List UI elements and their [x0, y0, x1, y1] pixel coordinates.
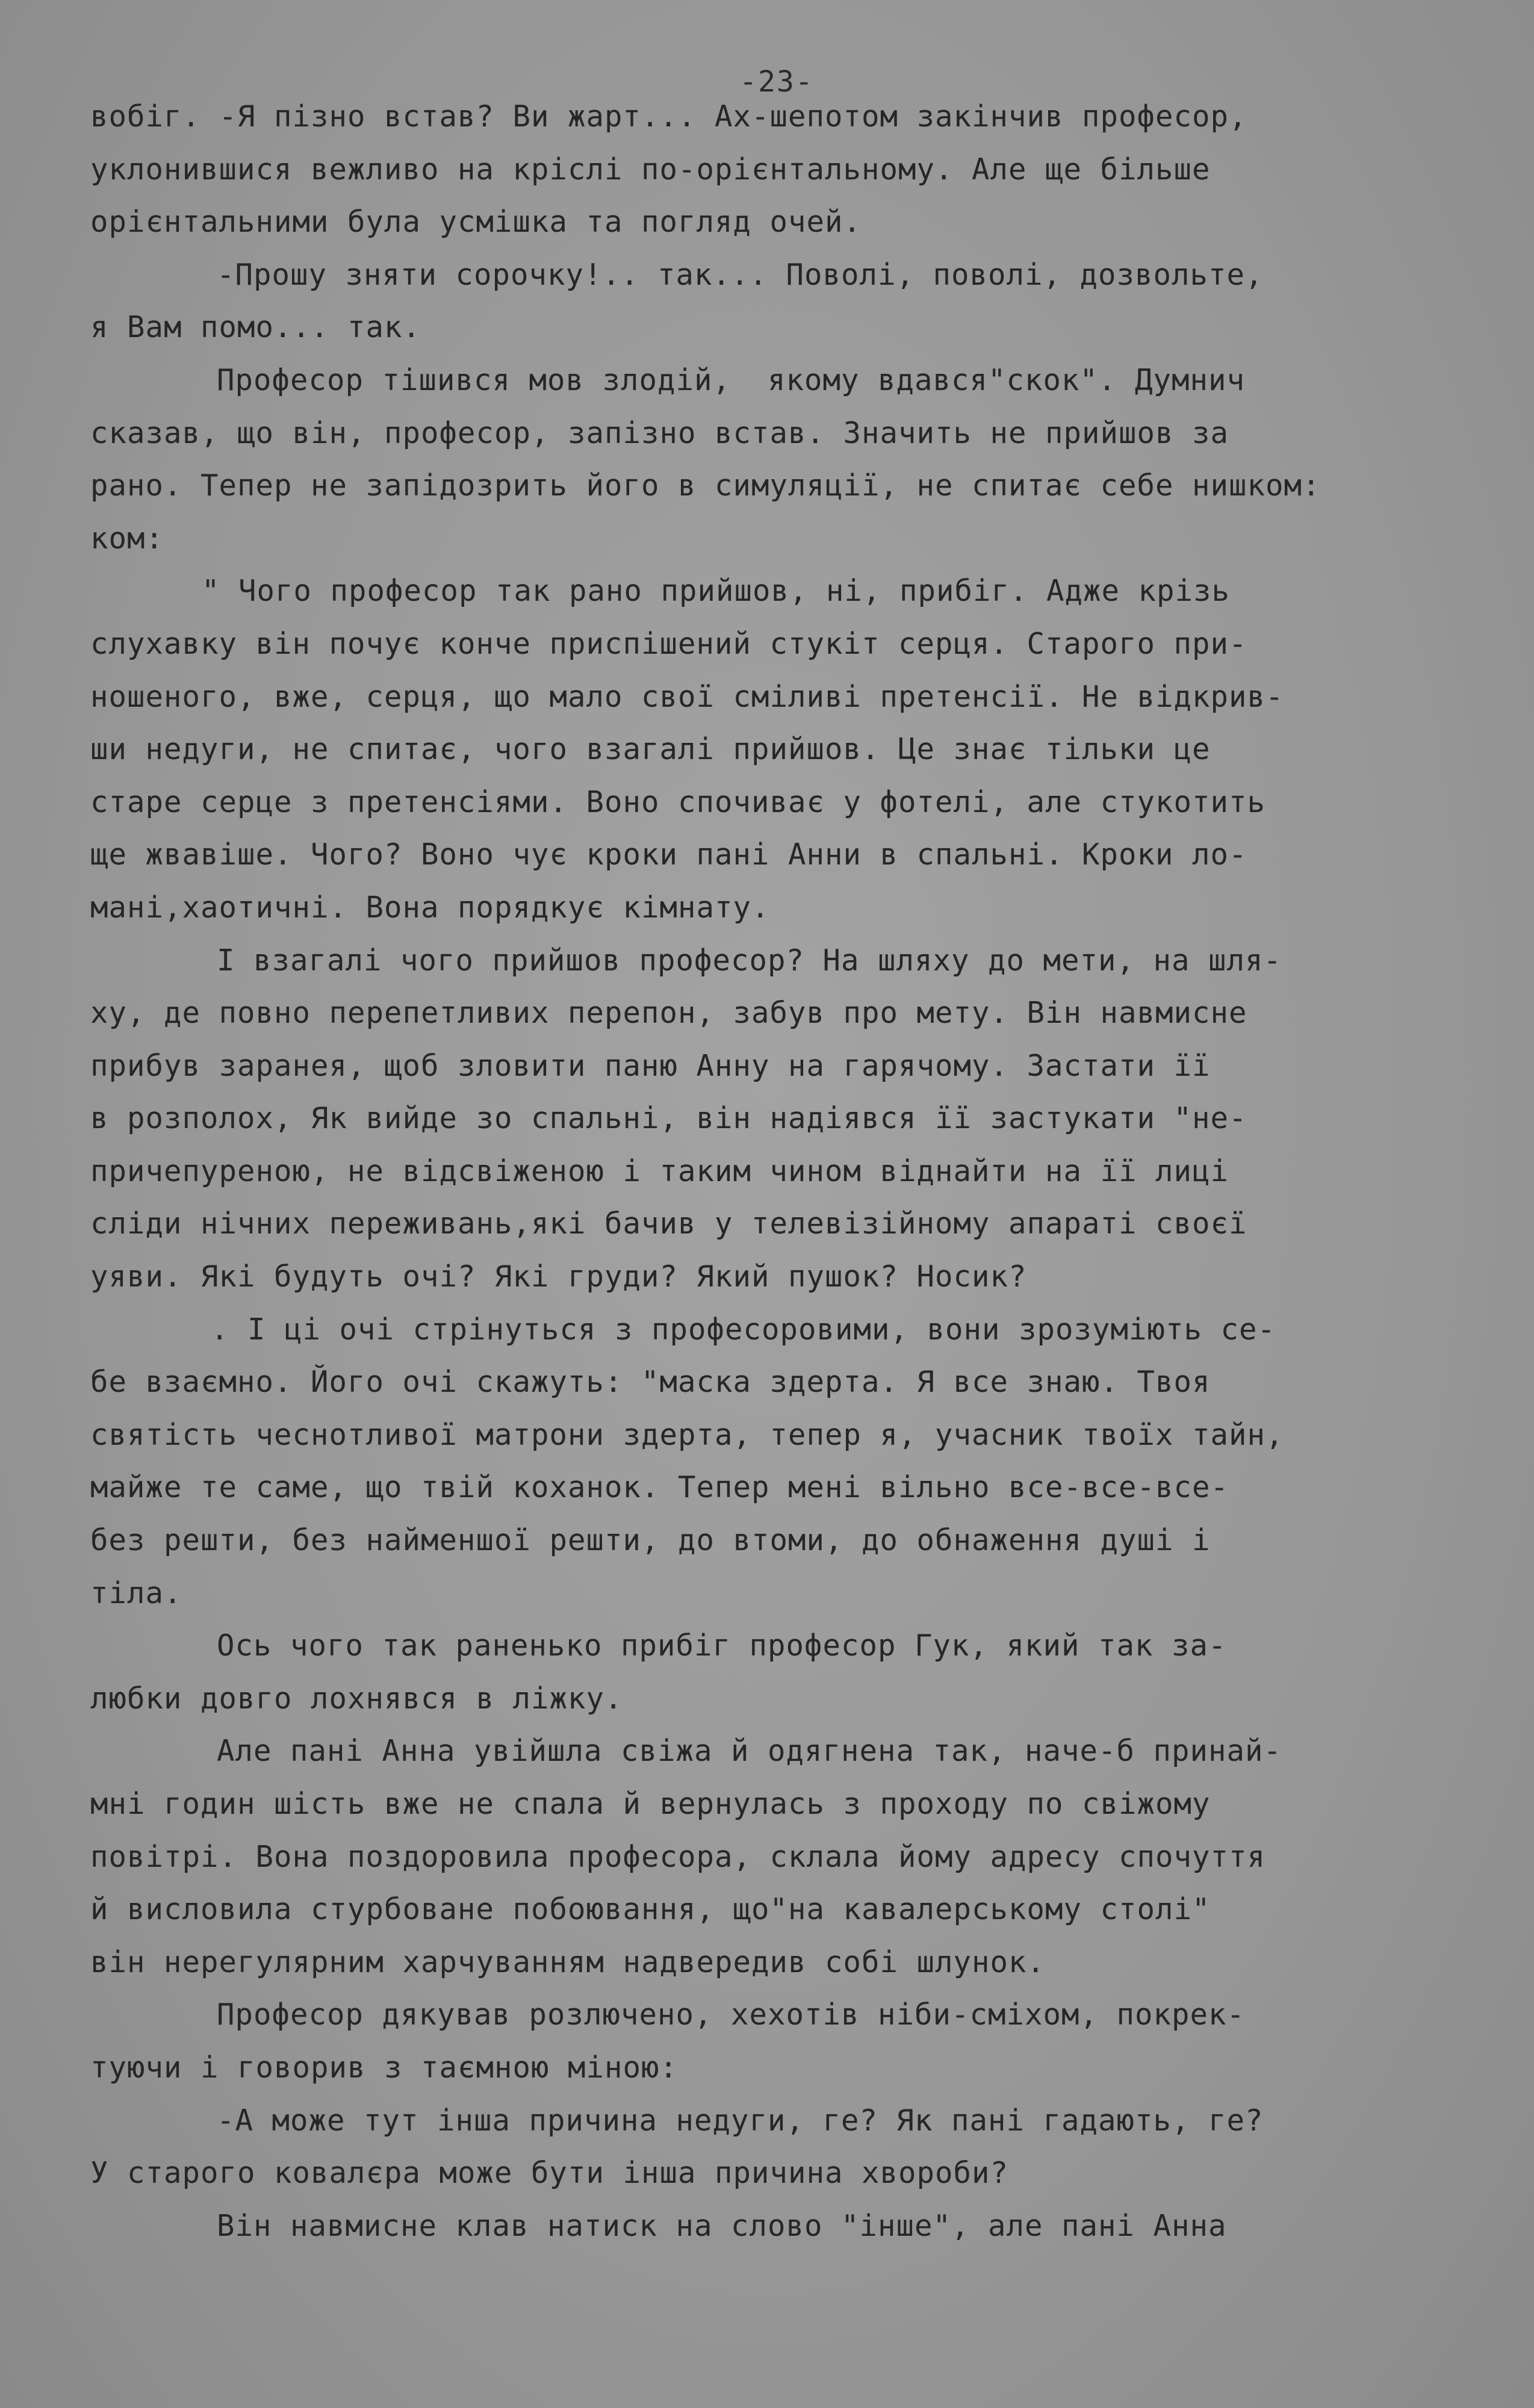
text-line: " Чого професор так рано прийшов, ні, прибіг. Адже крізь	[202, 574, 1231, 609]
text-line: тіла.	[90, 1575, 182, 1610]
text-line: Професор тішився мов злодій, якому вдався"скок". Думнич	[217, 362, 1246, 397]
text-line: я Вам помо... так.	[90, 310, 421, 345]
text-line: ношеного, вже, серця, що мало свої сміливі претенсії. Не відкрив-	[90, 679, 1284, 714]
page-number: -23-	[739, 65, 814, 99]
text-line: повітрі. Вона поздоровила професора, склала йому адресу спочуття	[90, 1839, 1266, 1874]
text-line: слухавку він почує конче приспішений стукіт серця. Старого при-	[90, 626, 1247, 661]
text-line: -Прошу зняти сорочку!.. так... Поволі, поволі, дозвольте,	[217, 257, 1264, 292]
text-line: туючи і говорив з таємною міною:	[90, 2050, 678, 2085]
text-line: мні годин шість вже не спала й вернулась з проходу по свіжому	[90, 1787, 1211, 1821]
text-line: Ось чого так раненько прибіг професор Гук, який так за-	[217, 1628, 1227, 1663]
text-line: Він навмисне клав натиск на слово "інше", але пані Анна	[217, 2208, 1227, 2243]
text-line: уклонившися вежливо на кріслі по-орієнтальному. Але ще більше	[90, 152, 1211, 187]
text-line: рано. Тепер не запідозрить його в симуляції, не спитає себе нишком:	[90, 468, 1321, 503]
text-line: прибув заранея, щоб зловити паню Анну на гарячому. Застати її	[90, 1048, 1211, 1083]
text-line: любки довго лохнявся в ліжку.	[90, 1681, 623, 1716]
text-line: . І ці очі стрінуться з професоровими, вони зрозуміють се-	[211, 1312, 1276, 1347]
text-line: мані,хаотичні. Вона порядкує кімнату.	[90, 890, 770, 925]
text-line: майже те саме, що твій коханок. Тепер мені вільно все-все-все-	[90, 1470, 1229, 1505]
text-line: й висловила стурбоване побоювання, що"на кавалерському столі"	[90, 1892, 1211, 1927]
text-line: ком:	[90, 521, 164, 556]
text-line: в розполох, Як вийде зо спальні, він надіявся її застукати "не-	[90, 1101, 1247, 1136]
text-line: ху, де повно перепетливих перепон, забув про мету. Він навмисне	[90, 996, 1247, 1031]
text-line: святість чеснотливої матрони здерта, тепер я, учасник твоїх тайн,	[90, 1417, 1284, 1452]
text-line: вобіг. -Я пізно встав? Ви жарт... Ах-шепотом закінчив професор,	[90, 99, 1247, 134]
text-line: уяви. Які будуть очі? Які груди? Який пушок? Носик?	[90, 1259, 1027, 1294]
text-line: без решти, без найменшої решти, до втоми, до обнаження душі і	[90, 1523, 1211, 1558]
text-line: І взагалі чого прийшов професор? На шляху до мети, на шля-	[217, 943, 1282, 978]
text-line: старе серце з претенсіями. Воно спочиває у фотелі, але стукотить	[90, 784, 1266, 819]
text-line: сліди нічних переживань,які бачив у телевізійному апараті своєї	[90, 1206, 1247, 1241]
text-line: бе взаємно. Його очі скажуть: "маска здерта. Я все знаю. Твоя	[90, 1365, 1211, 1400]
text-line: ще жвавіше. Чого? Воно чує кроки пані Анни в спальні. Кроки ло-	[90, 837, 1247, 872]
text-line: Професор дякував розлючено, хехотів ніби-сміхом, покрек-	[217, 1997, 1246, 2032]
text-line: Але пані Анна увійшла свіжа й одягнена так, наче-б принай-	[217, 1734, 1282, 1769]
text-line: орієнтальними була усмішка та погляд очей.	[90, 205, 862, 240]
text-line: він нерегулярним харчуванням надвередив собі шлунок.	[90, 1944, 1046, 1979]
page-body	[90, 90, 1451, 2252]
text-line: сказав, що він, професор, запізно встав. Значить не прийшов за	[90, 415, 1229, 450]
text-line: причепуреною, не відсвіженою і таким чином віднайти на її лиці	[90, 1153, 1229, 1188]
text-line: ши недуги, не спитає, чого взагалі прийшов. Це знає тільки це	[90, 732, 1211, 767]
text-line: -А може тут інша причина недуги, ге? Як пані гадають, ге?	[217, 2103, 1264, 2138]
text-line: У старого ковалєра може бути інша причина хвороби?	[90, 2156, 1009, 2191]
